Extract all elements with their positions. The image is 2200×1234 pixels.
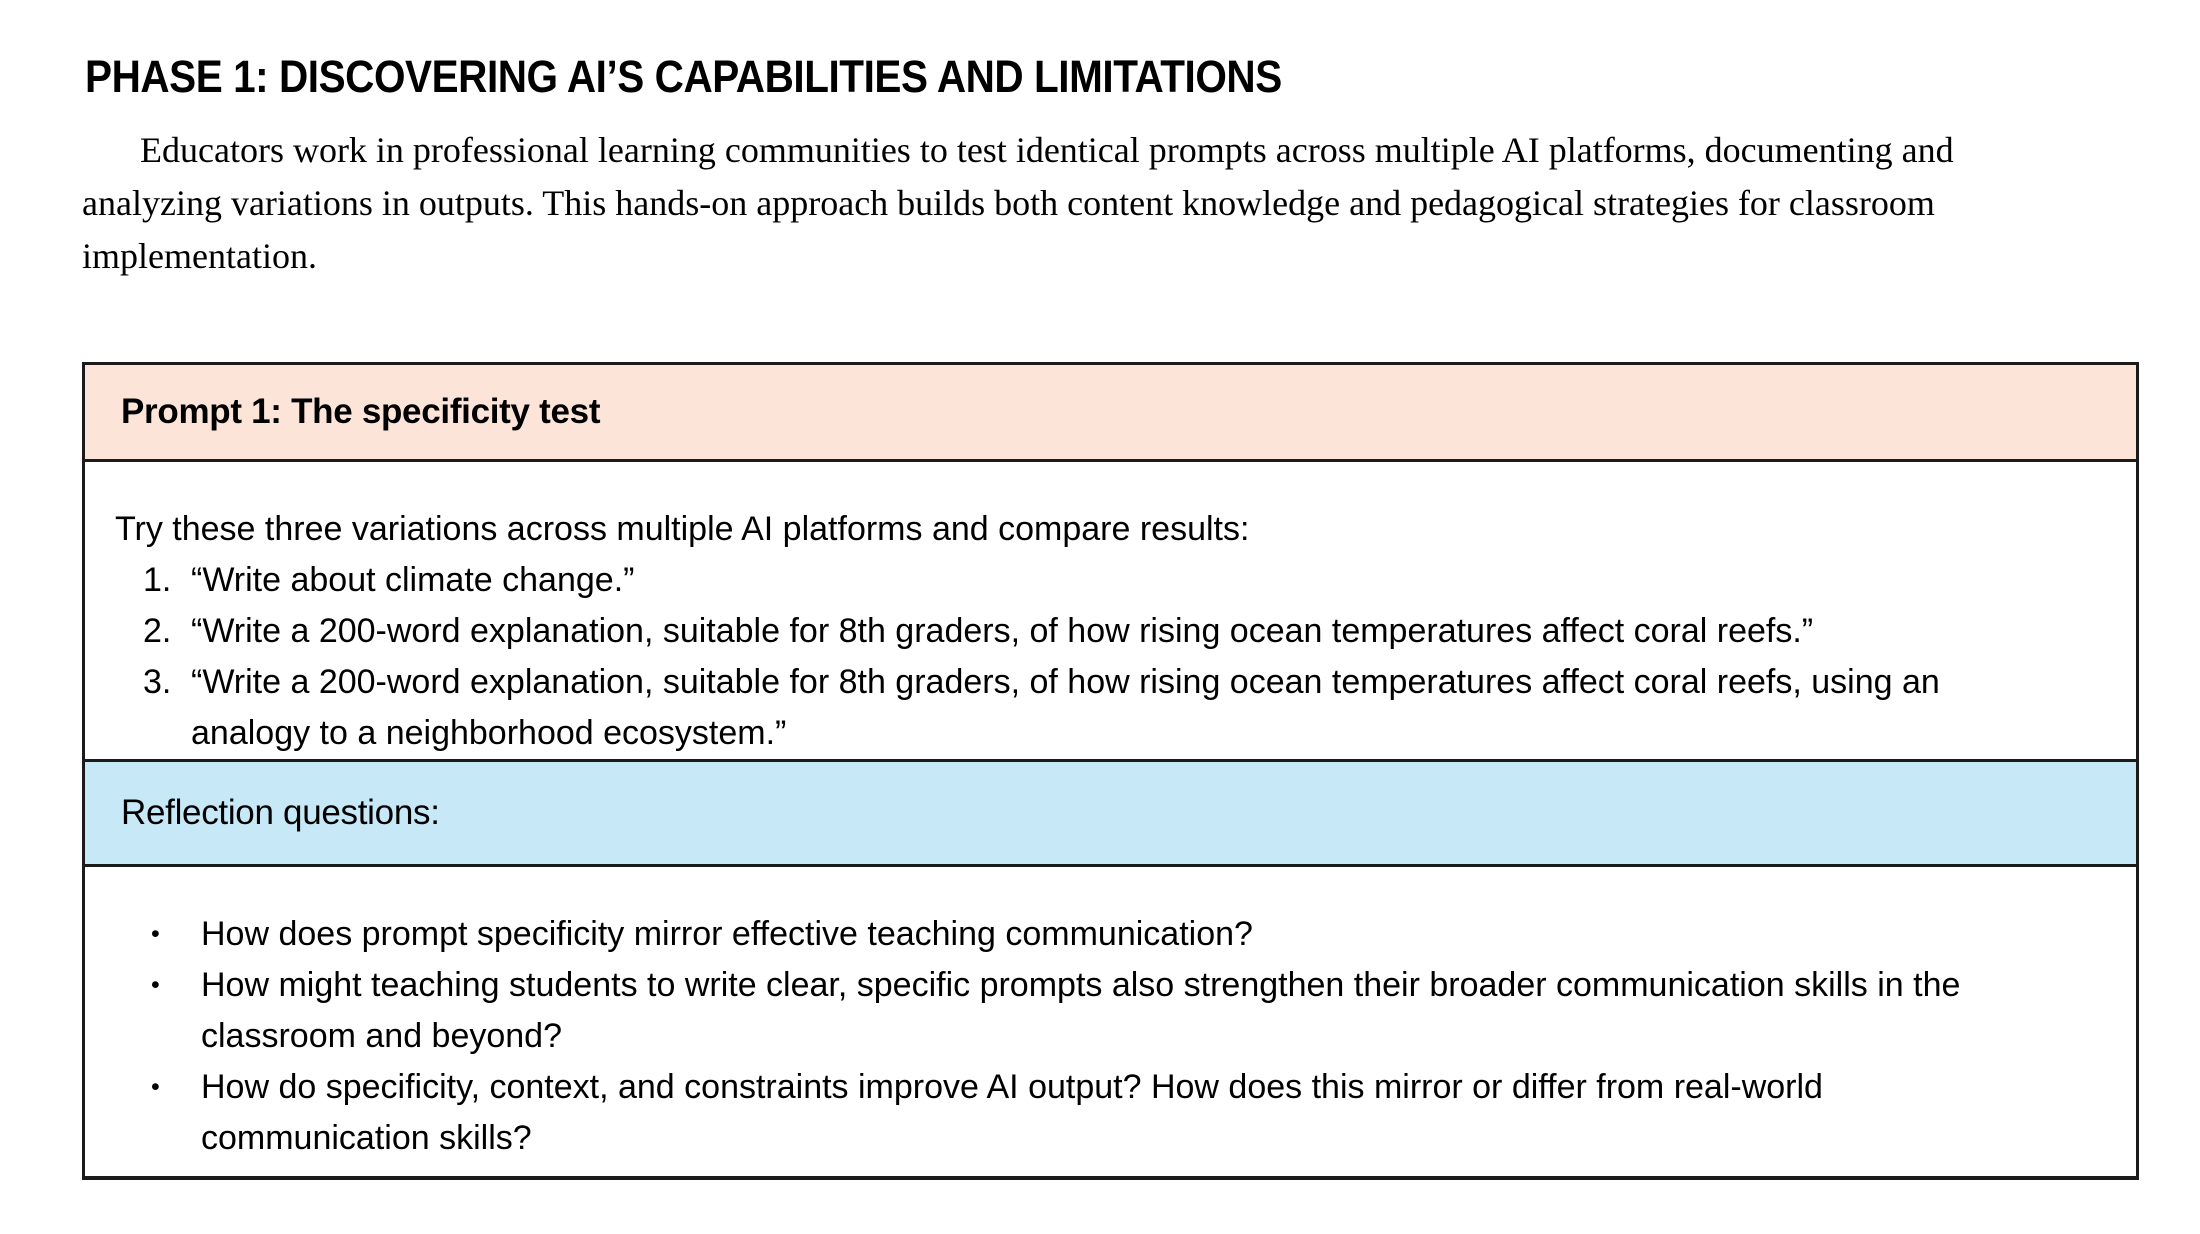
instructions-text: Try these three variations across multiple AI platforms and compare results:	[115, 510, 1250, 548]
numbered-list-item	[115, 606, 2106, 657]
bullet-icon: •	[151, 971, 160, 999]
list-number: 1.	[143, 561, 172, 599]
page-title: PHASE 1: DISCOVERING AI’S CAPABILITIES AND LIMITATIONS	[85, 51, 1282, 102]
list-item-text: “Write about climate change.”	[191, 561, 635, 599]
bullet-list-item	[115, 1062, 2106, 1164]
intro-paragraph: Educators work in professional learning communities to test identical prompts across multiple AI platforms, documenting and analyzing variations in outputs. This hands-on approach builds both content knowledge and pedagogical strategies for classroom implementation.	[82, 130, 1954, 276]
numbered-list	[115, 555, 2106, 759]
numbered-list-item	[115, 555, 2106, 606]
reflection-question-text: How do specificity, context, and constraints improve AI output? How does this mirror or differ from real-world communication skills?	[201, 1068, 1823, 1157]
reflection-body	[85, 867, 2136, 1176]
prompt-box-header	[85, 365, 2136, 462]
list-item-text: “Write a 200-word explanation, suitable for 8th graders, of how rising ocean temperatures affect coral reefs, using an analogy to a neighborhood ecosystem.”	[191, 663, 1940, 752]
bullet-list-item	[115, 909, 2106, 960]
bullet-list-item	[115, 960, 2106, 1062]
list-number: 2.	[143, 612, 172, 650]
prompt-box	[82, 362, 2139, 1180]
numbered-list-item	[115, 657, 2106, 759]
reflection-question-text: How might teaching students to write clear, specific prompts also strengthen their broader communication skills in the classroom and beyond?	[201, 966, 1961, 1055]
list-number: 3.	[143, 663, 172, 701]
list-item-text: “Write a 200-word explanation, suitable for 8th graders, of how rising ocean temperatures affect coral reefs.”	[191, 612, 1814, 650]
bullet-icon: •	[151, 920, 160, 948]
prompt-box-body	[85, 462, 2136, 759]
bullet-icon: •	[151, 1073, 160, 1101]
reflection-header-band	[85, 759, 2136, 867]
reflection-question-text: How does prompt specificity mirror effective teaching communication?	[201, 915, 1253, 953]
reflection-label: Reflection questions:	[121, 793, 440, 832]
prompt-box-title: Prompt 1: The specificity test	[121, 392, 601, 431]
